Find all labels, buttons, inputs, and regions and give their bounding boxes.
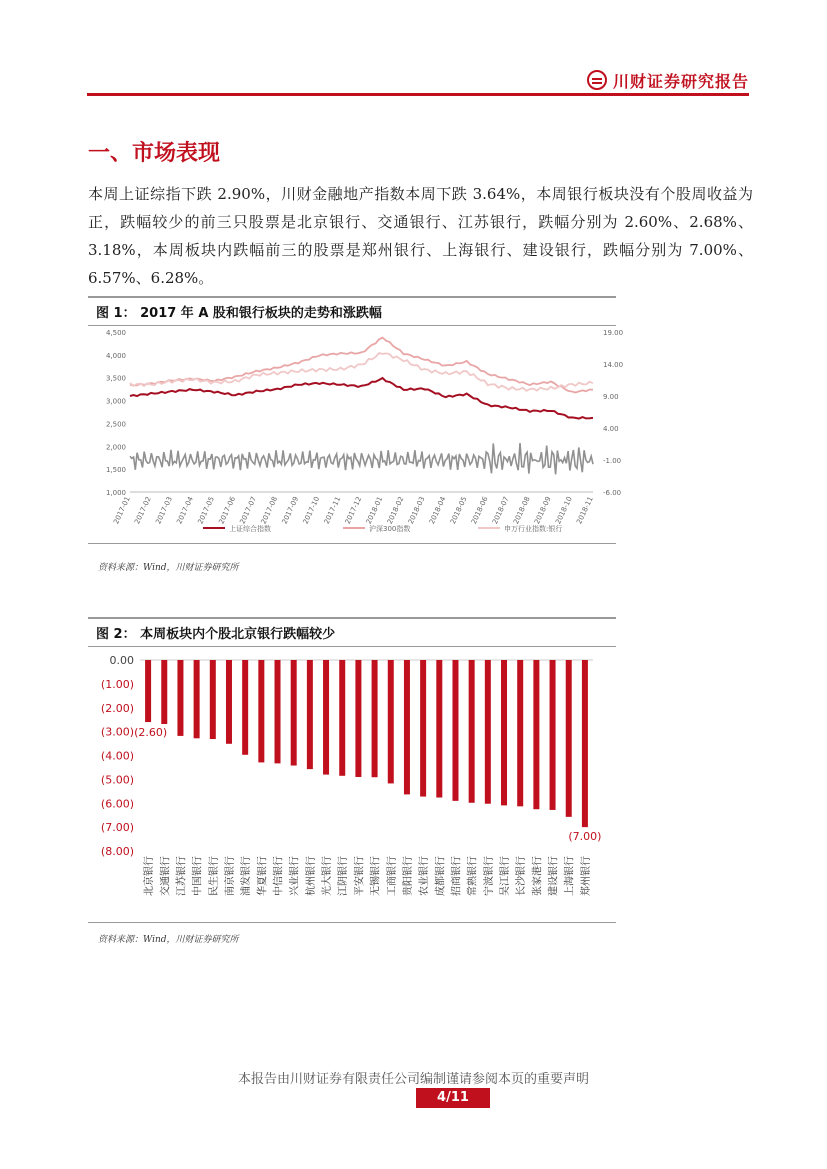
y-tick-label: 0.00 — [109, 654, 134, 667]
y-right-tick-label: 19.00 — [603, 329, 624, 337]
x-tick-label: 2018-02 — [385, 495, 406, 526]
y-left-tick-label: 1,500 — [105, 466, 126, 475]
y-right-tick-label: -6.00 — [603, 489, 622, 497]
x-tick-label: 2017-04 — [175, 495, 195, 526]
x-tick-label: 2017-03 — [154, 495, 174, 526]
x-tick-label: 江阴银行 — [338, 856, 350, 896]
header-divider — [87, 93, 749, 96]
x-tick-label: 江苏银行 — [176, 856, 188, 896]
figure1-title: 图 1： 2017 年 A 股和银行板块的走势和涨跌幅 — [88, 296, 616, 326]
x-tick-label: 张家港行 — [532, 856, 544, 896]
bar-民生银行 — [210, 660, 216, 739]
figure2-source: 资料来源：Wind，川财证券研究所 — [98, 935, 239, 945]
y-left-tick-label: 2,000 — [105, 443, 126, 452]
y-tick-label: (4.00) — [100, 749, 134, 763]
y-right-tick-label: -1.00 — [603, 457, 622, 465]
brand-logo-icon — [587, 70, 607, 90]
figure2-bottom-rule — [88, 922, 616, 923]
x-tick-label: 2017-12 — [343, 495, 364, 526]
figure1-bottom-rule — [88, 543, 616, 544]
legend-label: 上证综合指数 — [229, 525, 271, 533]
y-right-tick-label: 4.00 — [603, 425, 619, 433]
data-label-last: (7.00) — [568, 830, 602, 844]
bar-中国银行 — [194, 660, 200, 738]
y-right-tick-label: 14.00 — [603, 361, 624, 369]
bar-宁波银行 — [485, 660, 491, 804]
x-tick-label: 贵阳银行 — [402, 856, 414, 896]
brand-name: 川财证券研究报告 — [612, 71, 749, 91]
x-tick-label: 2018-04 — [427, 495, 448, 526]
bar-工商银行 — [388, 660, 394, 783]
x-tick-label: 2018-07 — [491, 495, 511, 526]
x-tick-label: 2018-08 — [512, 495, 532, 526]
y-left-tick-label: 3,000 — [105, 397, 126, 406]
x-tick-label: 浦发银行 — [241, 856, 253, 896]
section-title: 一、市场表现 — [88, 140, 221, 166]
x-tick-label: 宁波银行 — [483, 856, 495, 896]
x-tick-label: 2017-08 — [259, 495, 280, 526]
x-tick-label: 常熟银行 — [467, 856, 479, 896]
x-tick-label: 民生银行 — [208, 856, 220, 896]
x-tick-label: 2017-06 — [217, 495, 238, 526]
x-tick-label: 2018-09 — [533, 495, 553, 526]
bar-建设银行 — [550, 660, 556, 810]
x-tick-label: 兴业银行 — [289, 856, 301, 896]
figure2-chart — [88, 641, 616, 921]
x-tick-label: 2017-10 — [301, 495, 322, 526]
bar-chart — [88, 641, 616, 921]
figure1-chart — [88, 320, 624, 542]
x-tick-label: 成都银行 — [435, 856, 447, 896]
x-tick-label: 北京银行 — [144, 856, 156, 896]
bar-北京银行 — [145, 660, 151, 722]
x-tick-label: 上海银行 — [564, 856, 576, 896]
x-tick-label: 交通银行 — [160, 856, 172, 896]
report-brand — [587, 66, 749, 94]
x-tick-label: 2017-02 — [133, 495, 153, 526]
x-tick-label: 工商银行 — [386, 856, 398, 896]
bar-无锡银行 — [372, 660, 378, 777]
bar-平安银行 — [355, 660, 361, 777]
y-tick-label: (8.00) — [100, 845, 134, 858]
bar-上海银行 — [566, 660, 572, 817]
x-tick-label: 南京银行 — [224, 856, 236, 896]
bar-光大银行 — [323, 660, 329, 775]
bar-张家港行 — [533, 660, 539, 809]
y-right-tick-label: 9.00 — [603, 393, 619, 401]
y-tick-label: (1.00) — [100, 677, 134, 691]
series-line-grey — [130, 443, 593, 474]
body-paragraph: 本周上证综指下跌 2.90%，川财金融地产指数本周下跌 3.64%，本周银行板块没有个股周收益为正，跌幅较少的前三只股票是北京银行、交通银行、江苏银行，跌幅分别为 2.60%、2.68%、3.18%，本周板块内跌幅前三的股票是郑州银行、上海银行、建设银行，跌幅分别为 7.00%、6.57%、6.28%。 — [88, 185, 753, 287]
bar-兴业银行 — [291, 660, 297, 766]
x-tick-label: 2017-01 — [112, 495, 132, 526]
x-tick-label: 建设银行 — [548, 856, 560, 896]
y-left-tick-label: 4,000 — [105, 351, 126, 360]
y-left-tick-label: 4,500 — [105, 329, 126, 337]
legend-label: 申万行业指数:银行 — [504, 525, 563, 533]
x-tick-label: 吴江银行 — [500, 856, 512, 896]
x-tick-label: 2018-05 — [448, 495, 469, 526]
x-tick-label: 杭州银行 — [305, 856, 317, 896]
x-tick-label: 2018-03 — [406, 495, 427, 526]
bar-杭州银行 — [307, 660, 313, 769]
y-left-tick-label: 1,000 — [105, 489, 126, 497]
x-tick-label: 2017-07 — [238, 495, 259, 526]
bar-成都银行 — [436, 660, 442, 798]
bar-南京银行 — [226, 660, 232, 744]
bar-常熟银行 — [469, 660, 475, 803]
bar-招商银行 — [452, 660, 458, 801]
bar-长沙银行 — [517, 660, 523, 806]
x-tick-label: 平安银行 — [354, 856, 366, 896]
data-label-first: (2.60) — [134, 726, 168, 740]
x-tick-label: 招商银行 — [451, 856, 463, 896]
x-tick-label: 2018-01 — [364, 495, 385, 526]
y-tick-label: (7.00) — [100, 821, 134, 835]
bar-中信银行 — [275, 660, 281, 763]
y-left-tick-label: 2,500 — [105, 420, 126, 429]
x-tick-label: 2018-06 — [469, 495, 490, 526]
y-tick-label: (6.00) — [100, 797, 134, 811]
page-number: 4/11 — [416, 1088, 490, 1108]
bar-江阴银行 — [339, 660, 345, 776]
bar-郑州银行 — [582, 660, 588, 827]
line-chart — [88, 320, 624, 542]
bar-华夏银行 — [258, 660, 264, 762]
bar-浦发银行 — [242, 660, 248, 755]
x-tick-label: 郑州银行 — [580, 856, 592, 896]
legend-label: 沪深300指数 — [369, 525, 411, 533]
x-tick-label: 2017-05 — [196, 495, 216, 526]
x-tick-label: 中信银行 — [273, 856, 285, 896]
y-tick-label: (5.00) — [100, 773, 134, 787]
bar-农业银行 — [420, 660, 426, 797]
bar-贵阳银行 — [404, 660, 410, 794]
bar-江苏银行 — [177, 660, 183, 736]
figure2-title: 图 2： 本周板块内个股北京银行跌幅较少 — [88, 617, 616, 647]
figure1-source: 资料来源：Wind，川财证券研究所 — [98, 563, 239, 573]
x-tick-label: 农业银行 — [419, 856, 431, 896]
y-tick-label: (3.00) — [100, 725, 134, 739]
series-line-1 — [130, 378, 593, 419]
y-left-tick-label: 3,500 — [105, 374, 126, 383]
x-tick-label: 光大银行 — [322, 856, 334, 896]
x-tick-label: 长沙银行 — [516, 856, 528, 896]
bar-吴江银行 — [501, 660, 507, 805]
bar-交通银行 — [161, 660, 167, 724]
x-tick-label: 中国银行 — [192, 856, 204, 896]
x-tick-label: 2018-10 — [554, 495, 574, 526]
x-tick-label: 2017-11 — [322, 495, 343, 526]
footer-disclaimer: 本报告由川财证券有限责任公司编制谨请参阅本页的重要声明 — [237, 1072, 589, 1087]
y-tick-label: (2.00) — [100, 701, 134, 715]
x-tick-label: 2018-11 — [575, 495, 595, 526]
x-tick-label: 无锡银行 — [370, 856, 382, 896]
x-tick-label: 2017-09 — [280, 495, 301, 526]
x-tick-label: 华夏银行 — [257, 856, 269, 896]
